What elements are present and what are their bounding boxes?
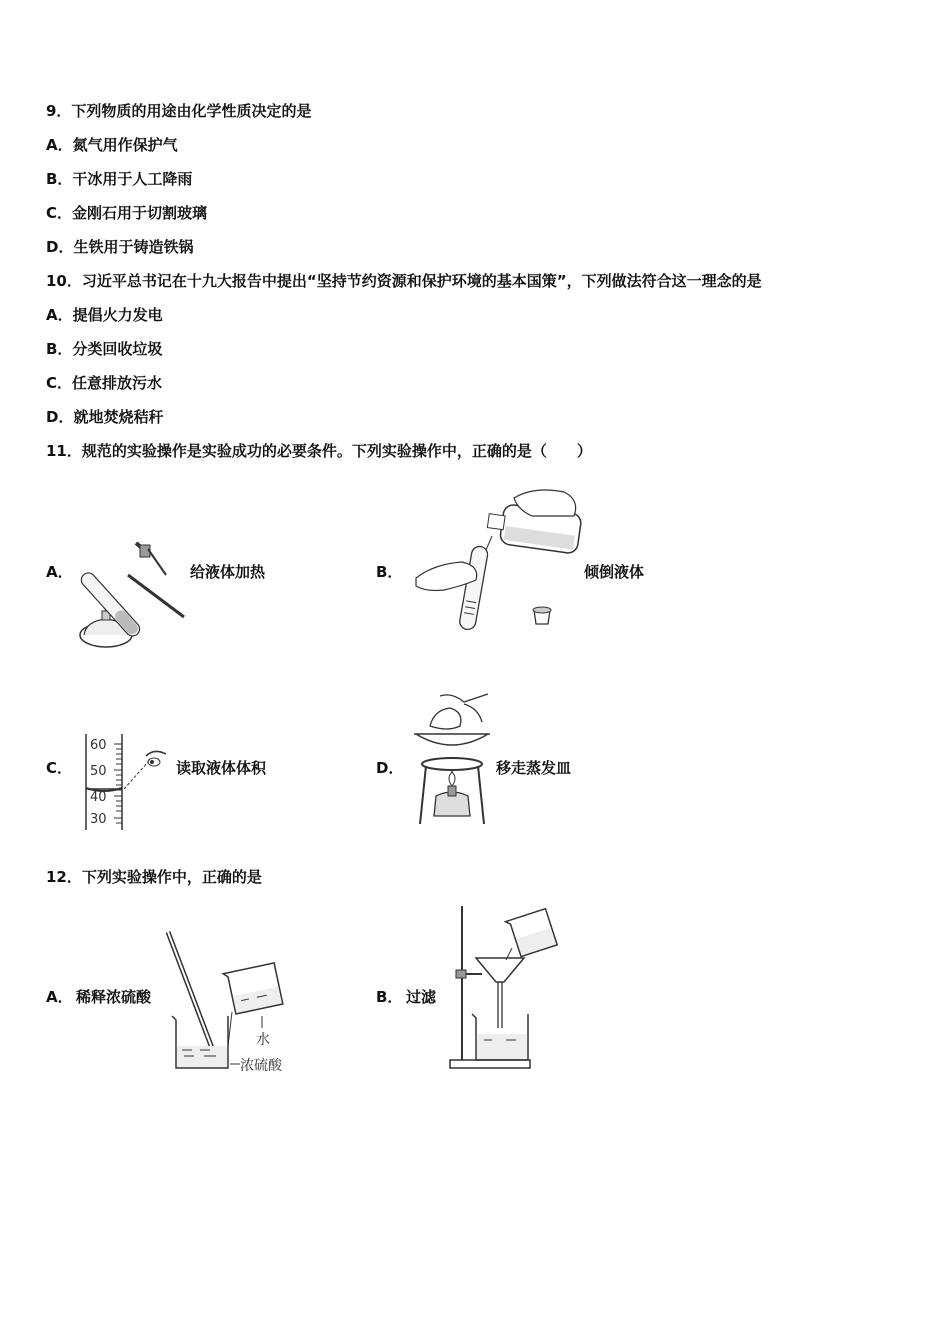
question-9-option-c[interactable]: C．金刚石用于切割玻璃 [46, 204, 208, 222]
question-11-option-c-letter[interactable]: C． [46, 759, 73, 777]
question-12-option-a-label: 稀释浓硫酸 [76, 988, 152, 1006]
question-9-option-d[interactable]: D．生铁用于铸造铁锅 [46, 238, 194, 256]
question-11-option-a-label: 给液体加热 [190, 563, 266, 581]
heating-liquid-figure [76, 535, 191, 655]
question-10-option-d[interactable]: D．就地焚烧秸秆 [46, 408, 164, 426]
question-12-option-b-label: 过滤 [406, 988, 437, 1006]
question-11-option-d-label: 移走蒸发皿 [496, 759, 572, 777]
water-label: 水 [256, 1032, 270, 1048]
question-10-option-a[interactable]: A．提倡火力发电 [46, 306, 163, 324]
question-9-stem: 9．下列物质的用途由化学性质决定的是 [46, 102, 312, 120]
scale-label-40: 40 [90, 790, 107, 805]
question-11-option-b-label: 倾倒液体 [584, 563, 645, 581]
question-10-stem: 10．习近平总书记在十九大报告中提出“坚持节约资源和保护环境的基本国策”，下列做法符合这一理念的是 [46, 272, 762, 290]
scale-label-60: 60 [90, 738, 107, 753]
filtering-figure [448, 902, 558, 1072]
question-12-option-a-letter[interactable]: A． [46, 988, 73, 1006]
reading-volume-figure [82, 732, 174, 832]
scale-label-30: 30 [90, 812, 107, 827]
question-11-stem: 11．规范的实验操作是实验成功的必要条件。下列实验操作中，正确的是（ ） [46, 442, 592, 460]
question-10-option-b[interactable]: B．分类回收垃圾 [46, 340, 163, 358]
question-9-option-a[interactable]: A．氮气用作保护气 [46, 136, 178, 154]
scale-label-50: 50 [90, 764, 107, 779]
question-11-option-b-letter[interactable]: B． [376, 563, 403, 581]
concentrated-acid-label: 浓硫酸 [240, 1058, 282, 1074]
diluting-acid-figure [160, 928, 300, 1076]
question-9-option-b[interactable]: B．干冰用于人工降雨 [46, 170, 193, 188]
question-12-stem: 12．下列实验操作中，正确的是 [46, 868, 262, 886]
question-11-option-a-letter[interactable]: A． [46, 563, 73, 581]
question-10-option-c[interactable]: C．任意排放污水 [46, 374, 163, 392]
moving-evaporating-dish-figure [412, 692, 492, 828]
pouring-liquid-figure [414, 486, 586, 636]
question-11-option-d-letter[interactable]: D． [376, 759, 404, 777]
question-11-option-c-label: 读取液体体积 [176, 759, 267, 777]
question-12-option-b-letter[interactable]: B． [376, 988, 403, 1006]
